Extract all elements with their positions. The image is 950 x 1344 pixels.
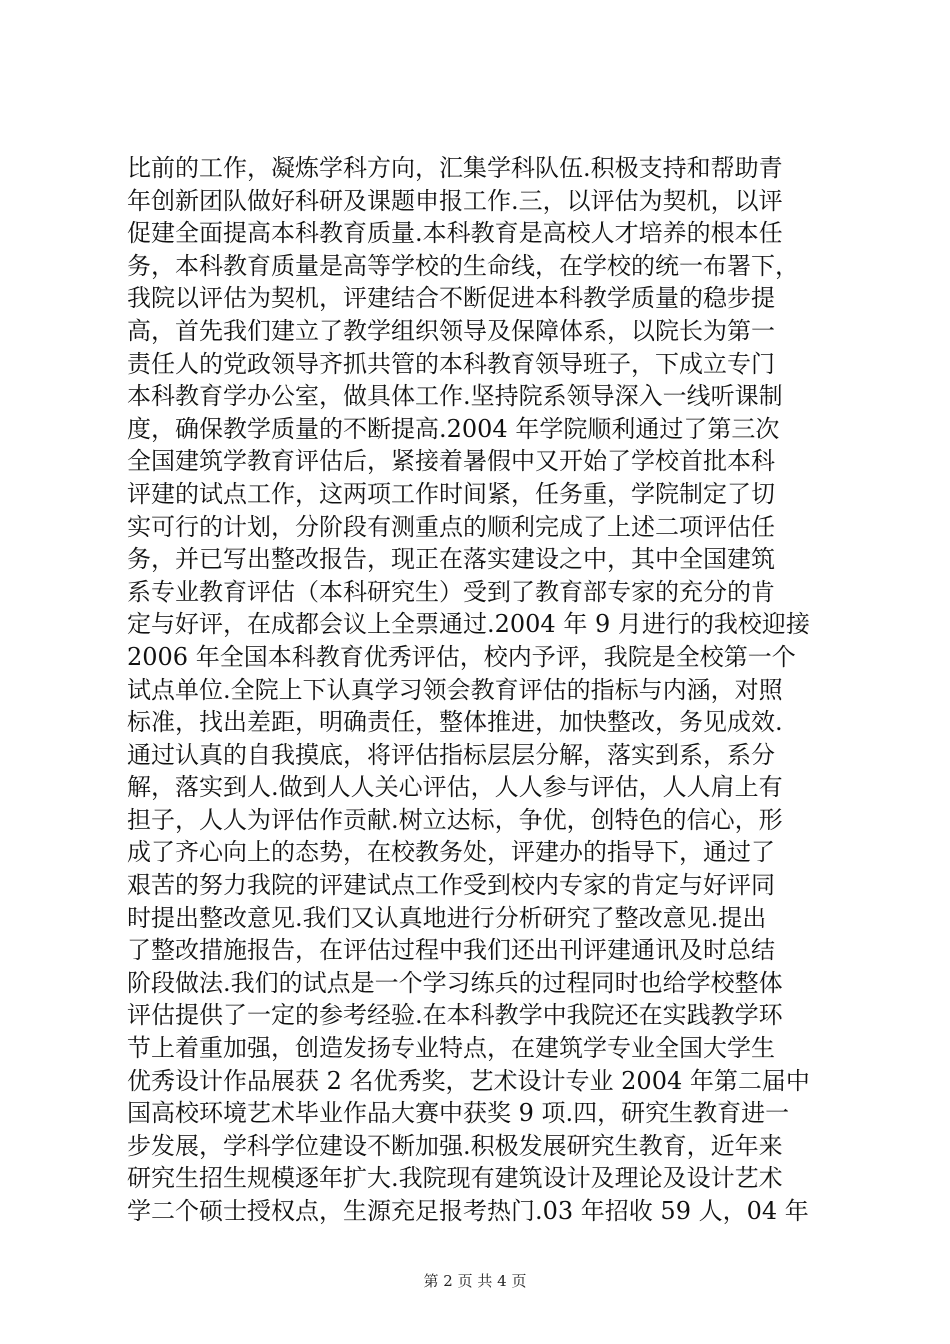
text-line: 实可行的计划，分阶段有测重点的顺利完成了上述二项评估任 [127, 512, 775, 541]
text-line: 高，首先我们建立了教学组织领导及保障体系，以院长为第一 [127, 316, 775, 345]
text-line: 度，确保教学质量的不断提高.2004 年学院顺利通过了第三次 [127, 414, 780, 443]
body-text [127, 152, 847, 1228]
text-line: 务，并已写出整改报告，现正在落实建设之中，其中全国建筑 [127, 545, 775, 574]
text-line: 解，落实到人.做到人人关心评估，人人参与评估，人人肩上有 [127, 773, 783, 802]
text-line: 2006 年全国本科教育优秀评估，校内予评，我院是全校第一个 [127, 642, 796, 671]
text-line: 学二个硕士授权点，生源充足报考热门.03 年招收 59 人，04 年 [127, 1197, 809, 1225]
text-line: 阶段做法.我们的试点是一个学习练兵的过程同时也给学校整体 [127, 968, 783, 997]
text-line: 时提出整改意见.我们又认真地进行分析研究了整改意见.提出 [127, 903, 767, 932]
text-line: 评估提供了一定的参考经验.在本科教学中我院还在实践教学环 [127, 1001, 783, 1030]
text-line: 全国建筑学教育评估后，紧接着暑假中又开始了学校首批本科 [127, 447, 775, 476]
text-line: 通过认真的自我摸底，将评估指标层层分解，落实到系，系分 [127, 740, 775, 769]
text-line: 成了齐心向上的态势，在校教务处，评建办的指导下，通过了 [127, 838, 775, 867]
text-line: 定与好评，在成都会议上全票通过.2004 年 9 月进行的我校迎接 [127, 610, 810, 639]
text-line: 我院以评估为契机，评建结合不断促进本科教学质量的稳步提 [127, 284, 775, 313]
text-line: 研究生招生规模逐年扩大.我院现有建筑设计及理论及设计艺术 [127, 1164, 783, 1193]
text-line: 促建全面提高本科教育质量.本科教育是高校人才培养的根本任 [127, 219, 783, 248]
text-line: 节上着重加强，创造发扬专业特点，在建筑学专业全国大学生 [127, 1034, 775, 1063]
text-line: 务，本科教育质量是高等学校的生命线，在学校的统一布署下， [127, 251, 799, 280]
page-number-label: 第 2 页 共 4 页 [423, 1272, 527, 1290]
text-line: 了整改措施报告，在评估过程中我们还出刊评建通讯及时总结 [127, 936, 775, 965]
text-line: 责任人的党政领导齐抓共管的本科教育领导班子，下成立专门 [127, 349, 775, 378]
text-line: 评建的试点工作，这两项工作时间紧，任务重，学院制定了切 [127, 479, 775, 508]
text-line: 试点单位.全院上下认真学习领会教育评估的指标与内涵，对照 [127, 675, 783, 704]
text-line: 步发展，学科学位建设不断加强.积极发展研究生教育，近年来 [127, 1131, 783, 1160]
text-line: 本科教育学办公室，做具体工作.坚持院系领导深入一线听课制 [127, 382, 783, 411]
text-line: 年创新团队做好科研及课题申报工作.三，以评估为契机，以评 [127, 186, 783, 215]
text-line: 系专业教育评估（本科研究生）受到了教育部专家的充分的肯 [127, 577, 775, 606]
text-line: 比前的工作，凝炼学科方向，汇集学科队伍.积极支持和帮助青 [127, 154, 783, 182]
text-line: 艰苦的努力我院的评建试点工作受到校内专家的肯定与好评同 [127, 871, 775, 900]
text-line: 标准，找出差距，明确责任，整体推进，加快整改，务见成效. [127, 708, 783, 737]
text-line: 担子，人人为评估作贡献.树立达标，争优，创特色的信心，形 [127, 805, 783, 834]
page-footer [0, 1271, 950, 1291]
text-line: 优秀设计作品展获 2 名优秀奖，艺术设计专业 2004 年第二届中 [127, 1066, 810, 1095]
text-line: 国高校环境艺术毕业作品大赛中获奖 9 项.四，研究生教育进一 [127, 1099, 790, 1128]
